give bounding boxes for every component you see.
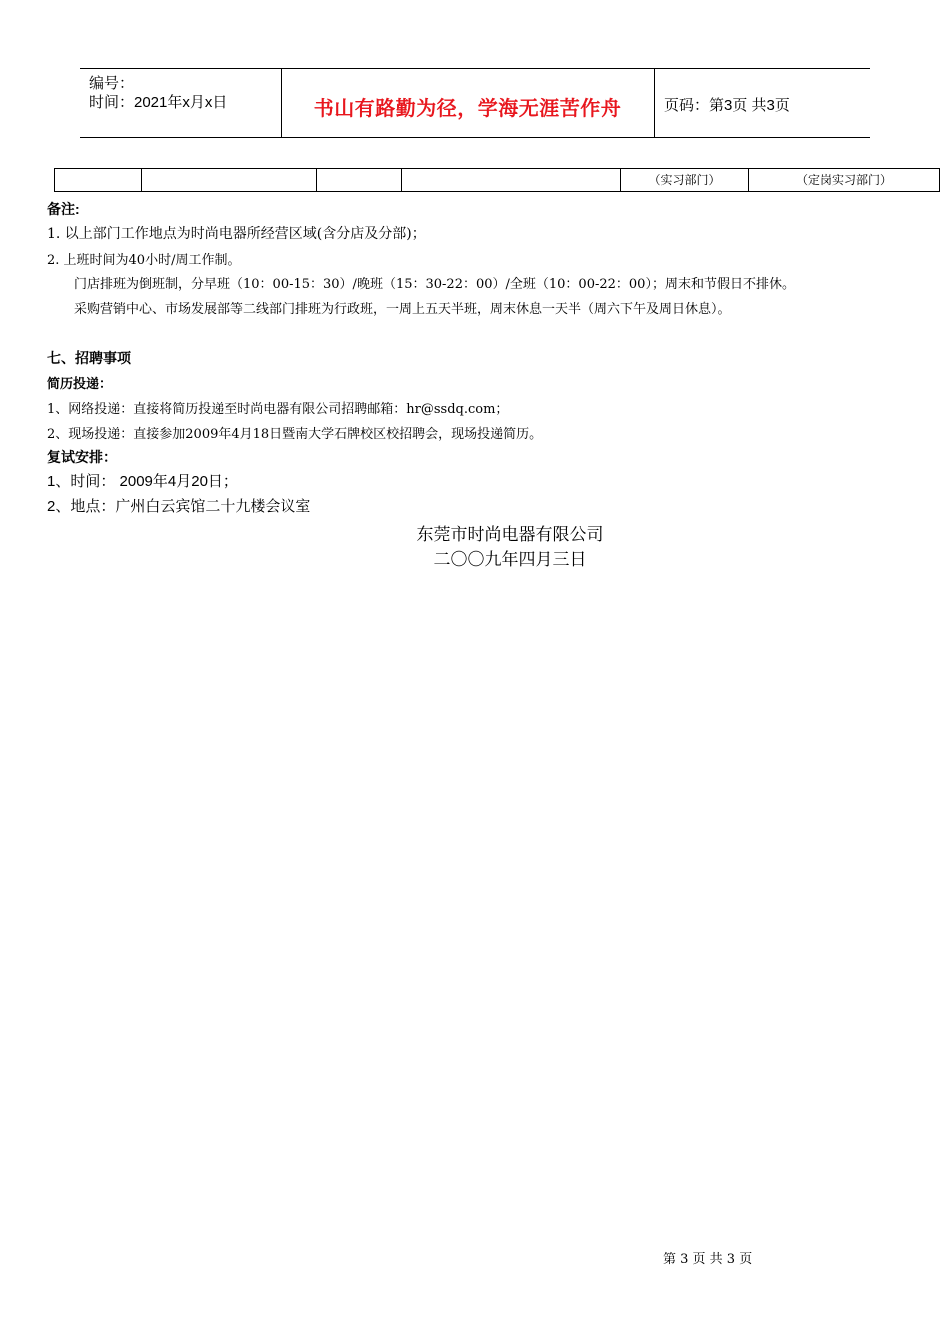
motto: 书山有路勤为径，学海无涯苦作舟	[313, 98, 622, 120]
retest-location: 2、地点：广州白云宾馆二十九楼会议室	[47, 498, 311, 515]
notes-item-1: 1. 以上部门工作地点为时尚电器所经营区域(含分店及分部)；	[47, 226, 426, 242]
signature-date: 二〇〇九年四月三日	[433, 550, 587, 570]
notes-title: 备注:	[47, 201, 80, 217]
section-title: 七、招聘事项	[47, 350, 131, 366]
page-footer: 第 3 页 共 3 页	[663, 1252, 753, 1267]
retest-title: 复试安排：	[47, 449, 117, 465]
table-cell	[142, 169, 317, 191]
notes-item-2-admin: 采购营销中心、市场发展部等二线部门排班为行政班，一周上五天半班，周末休息一天半（周六下午及周日休息）。	[74, 302, 731, 317]
table-cell	[317, 169, 402, 191]
page-label: 页码：第3页 共3页	[664, 97, 790, 114]
notes-item-2-shift: 门店排班为倒班制，分早班（10：00-15：30）/晚班（15：30-22：00）/全班（10：00-22：00）；周末和节假日不排休。	[74, 277, 795, 292]
table-cell	[402, 169, 621, 191]
table-row	[54, 168, 940, 192]
resume-onsite: 2、现场投递：直接参加2009年4月18日暨南大学石牌校区校招聘会，现场投递简历。	[47, 427, 543, 442]
retest-time: 1、时间： 2009年4月20日；	[47, 473, 238, 490]
number-label: 编号：	[89, 75, 135, 92]
date-label: 时间：2021年x月x日	[89, 94, 228, 111]
signature-company: 东莞市时尚电器有限公司	[416, 525, 604, 545]
resume-online: 1、网络投递：直接将简历投递至时尚电器有限公司招聘邮箱：hr@ssdq.com；	[47, 402, 509, 417]
header-center-cell	[281, 69, 655, 137]
header-right-cell	[655, 69, 870, 137]
table-cell-post-dept: （定岗实习部门）	[795, 173, 892, 187]
table-cell	[55, 169, 142, 191]
notes-item-2: 2. 上班时间为40小时/周工作制。	[47, 253, 241, 268]
header-left-cell	[80, 69, 282, 137]
page-header	[80, 68, 870, 138]
table-cell-intern-dept: （实习部门）	[621, 169, 749, 191]
resume-title: 简历投递：	[47, 376, 113, 391]
